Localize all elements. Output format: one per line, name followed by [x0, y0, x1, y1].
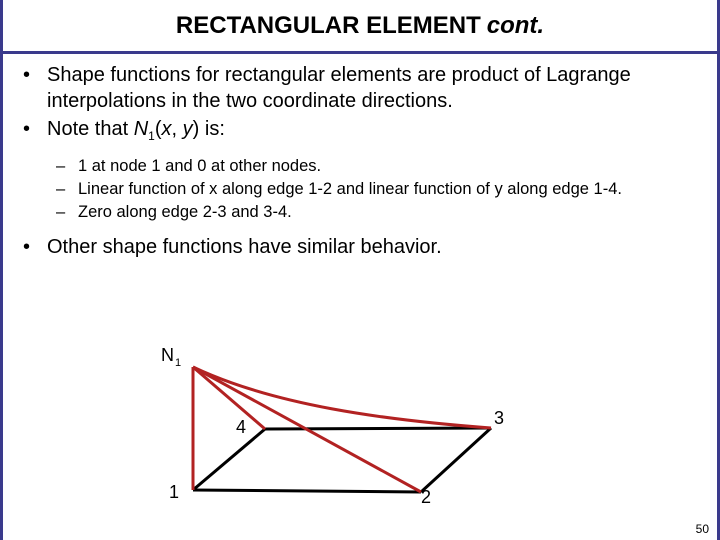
n1-edge-1-4-line: [193, 367, 265, 429]
shape-function-figure: [3, 0, 720, 540]
label-node-1: 1: [169, 482, 180, 502]
edge-1-4: [193, 429, 265, 490]
sub-bullet-3-text: Zero along edge 2-3 and 3-4.: [78, 203, 292, 221]
dash-marker: –: [56, 157, 66, 175]
bullet-marker: •: [23, 236, 31, 258]
bullet-2-y: y: [182, 118, 193, 140]
page-number: 50: [695, 522, 709, 536]
bullet-2-N: N: [133, 118, 149, 140]
dash-marker: –: [56, 203, 66, 221]
label-N: N: [161, 345, 174, 365]
sub-bullet-2-text: Linear function of x along edge 1-2 and linear function of y along edge 1-4.: [78, 180, 622, 198]
bullet-2-sub: 1: [148, 129, 155, 143]
bullet-2-close: ) is:: [192, 118, 225, 140]
label-N-sub: 1: [175, 357, 182, 369]
bullet-2-x: x: [161, 118, 172, 140]
label-node-4: 4: [236, 417, 247, 437]
bullet-2-pre: Note that: [47, 118, 134, 140]
bullet-3-text: Other shape functions have similar behavior.: [47, 236, 442, 258]
title-main: RECTANGULAR ELEMENT: [175, 11, 481, 39]
label-node-2: 2: [421, 487, 432, 507]
edge-2-3: [421, 428, 491, 492]
bullet-marker: •: [23, 64, 31, 86]
edge-1-2: [193, 490, 421, 492]
bullet-2-open: (: [154, 118, 162, 140]
label-node-3: 3: [494, 408, 505, 428]
edge-3-4: [265, 428, 491, 429]
title-suffix: cont.: [486, 11, 545, 39]
bullet-1-text: Shape functions for rectangular elements are product of Lagrange interpolations in the two coordinate directions.: [47, 64, 631, 112]
sub-bullet-1-text: 1 at node 1 and 0 at other nodes.: [78, 157, 322, 175]
dash-marker: –: [56, 180, 66, 198]
bullet-marker: •: [23, 118, 31, 140]
bullet-2-comma: ,: [171, 118, 183, 140]
